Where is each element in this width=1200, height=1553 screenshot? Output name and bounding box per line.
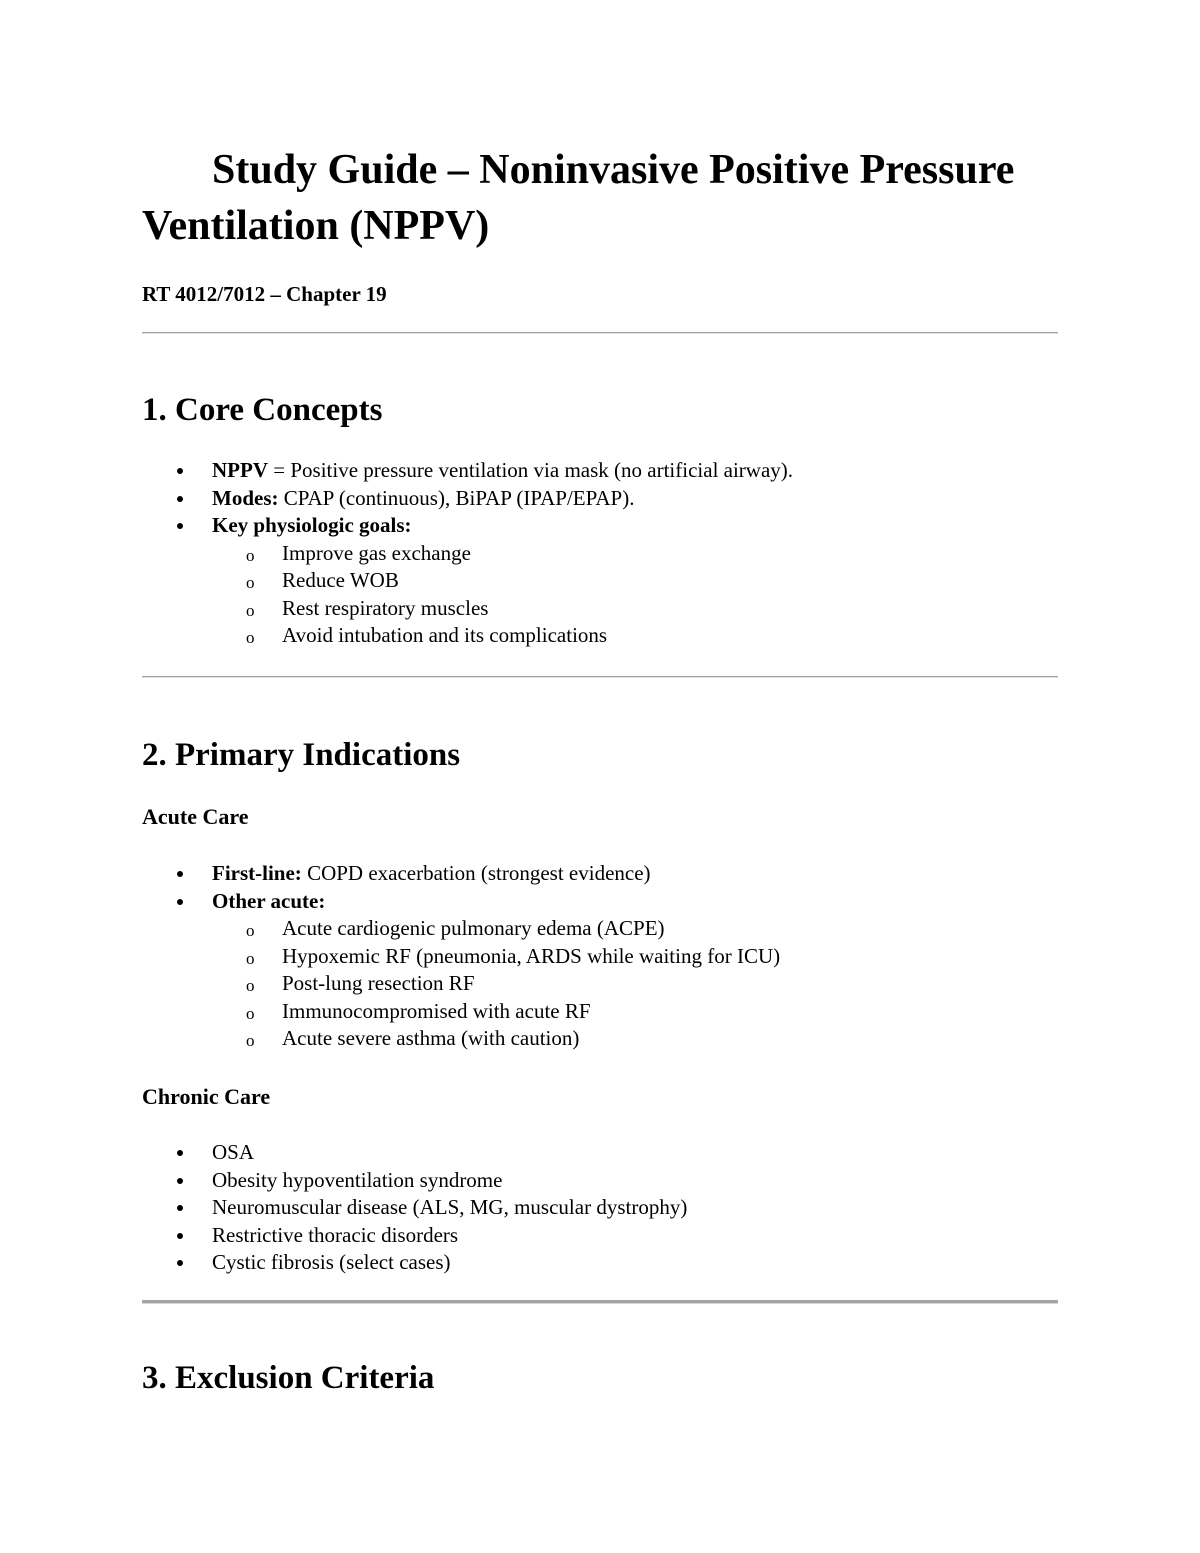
core-concepts-list xyxy=(142,457,1042,650)
sublist-item: o Avoid intubation and its complications xyxy=(246,623,608,647)
sublist-item: o Hypoxemic RF (pneumonia, ARDS while waiting for ICU) xyxy=(246,943,781,968)
list-item xyxy=(142,457,1042,485)
item-text: COPD exacerbation (strongest evidence) xyxy=(301,861,651,885)
list-item xyxy=(142,512,1042,650)
divider xyxy=(142,332,1058,334)
sublist-item: o Acute cardiogenic pulmonary edema (ACPE) xyxy=(246,916,665,940)
item-text: CPAP (continuous), BiPAP (IPAP/EPAP). xyxy=(278,485,635,510)
circle-bullet-icon: o xyxy=(246,921,255,940)
bullet-icon xyxy=(177,1233,183,1239)
bullet-icon xyxy=(177,1178,183,1184)
section-heading-exclusion-criteria: 3. Exclusion Criteria xyxy=(142,1360,435,1396)
bullet-icon xyxy=(177,496,183,502)
circle-bullet-icon: o xyxy=(246,628,255,647)
circle-bullet-icon: o xyxy=(246,948,255,968)
acute-care-list xyxy=(142,860,1042,1053)
list-item xyxy=(142,888,1042,1053)
circle-bullet-icon: o xyxy=(246,1031,255,1050)
bullet-icon xyxy=(177,899,183,905)
circle-bullet-icon: o xyxy=(246,1003,255,1023)
bullet-icon xyxy=(177,1205,183,1211)
bullet-icon xyxy=(177,1260,183,1266)
list-item: OSA xyxy=(142,1139,1042,1167)
list-item xyxy=(142,860,1042,888)
section-heading-core-concepts: 1. Core Concepts xyxy=(142,392,383,428)
item-label: NPPV xyxy=(212,458,268,482)
list-item: Obesity hypoventilation syndrome xyxy=(142,1167,1042,1195)
sublist-item: o Rest respiratory muscles xyxy=(246,595,489,620)
divider xyxy=(142,1300,1058,1304)
sublist-item: o Reduce WOB xyxy=(246,568,399,592)
circle-bullet-icon: o xyxy=(246,600,255,620)
bullet-icon xyxy=(177,1150,183,1156)
circle-bullet-icon: o xyxy=(246,573,255,592)
section-heading-primary-indications: 2. Primary Indications xyxy=(142,737,461,773)
list-item xyxy=(142,485,1042,513)
item-text: = Positive pressure ventilation via mask (no artificial airway). xyxy=(268,458,794,482)
subheading-chronic-care: Chronic Care xyxy=(142,1084,271,1109)
subheading-acute-care: Acute Care xyxy=(142,804,249,829)
circle-bullet-icon: o xyxy=(246,545,255,565)
list-item: Cystic fibrosis (select cases) xyxy=(142,1249,1042,1277)
bullet-icon xyxy=(177,523,183,529)
sublist-item: o Post-lung resection RF xyxy=(246,971,475,995)
item-label: Modes: xyxy=(212,485,279,510)
item-label: First-line: xyxy=(212,861,302,885)
item-label: Other acute: xyxy=(212,888,326,913)
list-item: Restrictive thoracic disorders xyxy=(142,1222,1042,1250)
chronic-care-list xyxy=(142,1139,1042,1277)
document-subtitle: RT 4012/7012 – Chapter 19 xyxy=(142,282,387,306)
goals-sublist xyxy=(212,540,1042,650)
sublist-item: o Immunocompromised with acute RF xyxy=(246,998,591,1023)
item-label: Key physiologic goals: xyxy=(212,513,412,537)
document-title: Study Guide – Noninvasive Positive Pressure Ventilation (NPPV) xyxy=(142,147,1015,249)
circle-bullet-icon: o xyxy=(246,976,255,995)
divider xyxy=(142,676,1058,678)
sublist-item: o Acute severe asthma (with caution) xyxy=(246,1026,580,1050)
other-acute-sublist xyxy=(212,915,1042,1053)
bullet-icon xyxy=(177,871,183,877)
sublist-item: o Improve gas exchange xyxy=(246,540,471,565)
list-item: Neuromuscular disease (ALS, MG, muscular dystrophy) xyxy=(142,1194,1042,1222)
bullet-icon xyxy=(177,468,183,474)
